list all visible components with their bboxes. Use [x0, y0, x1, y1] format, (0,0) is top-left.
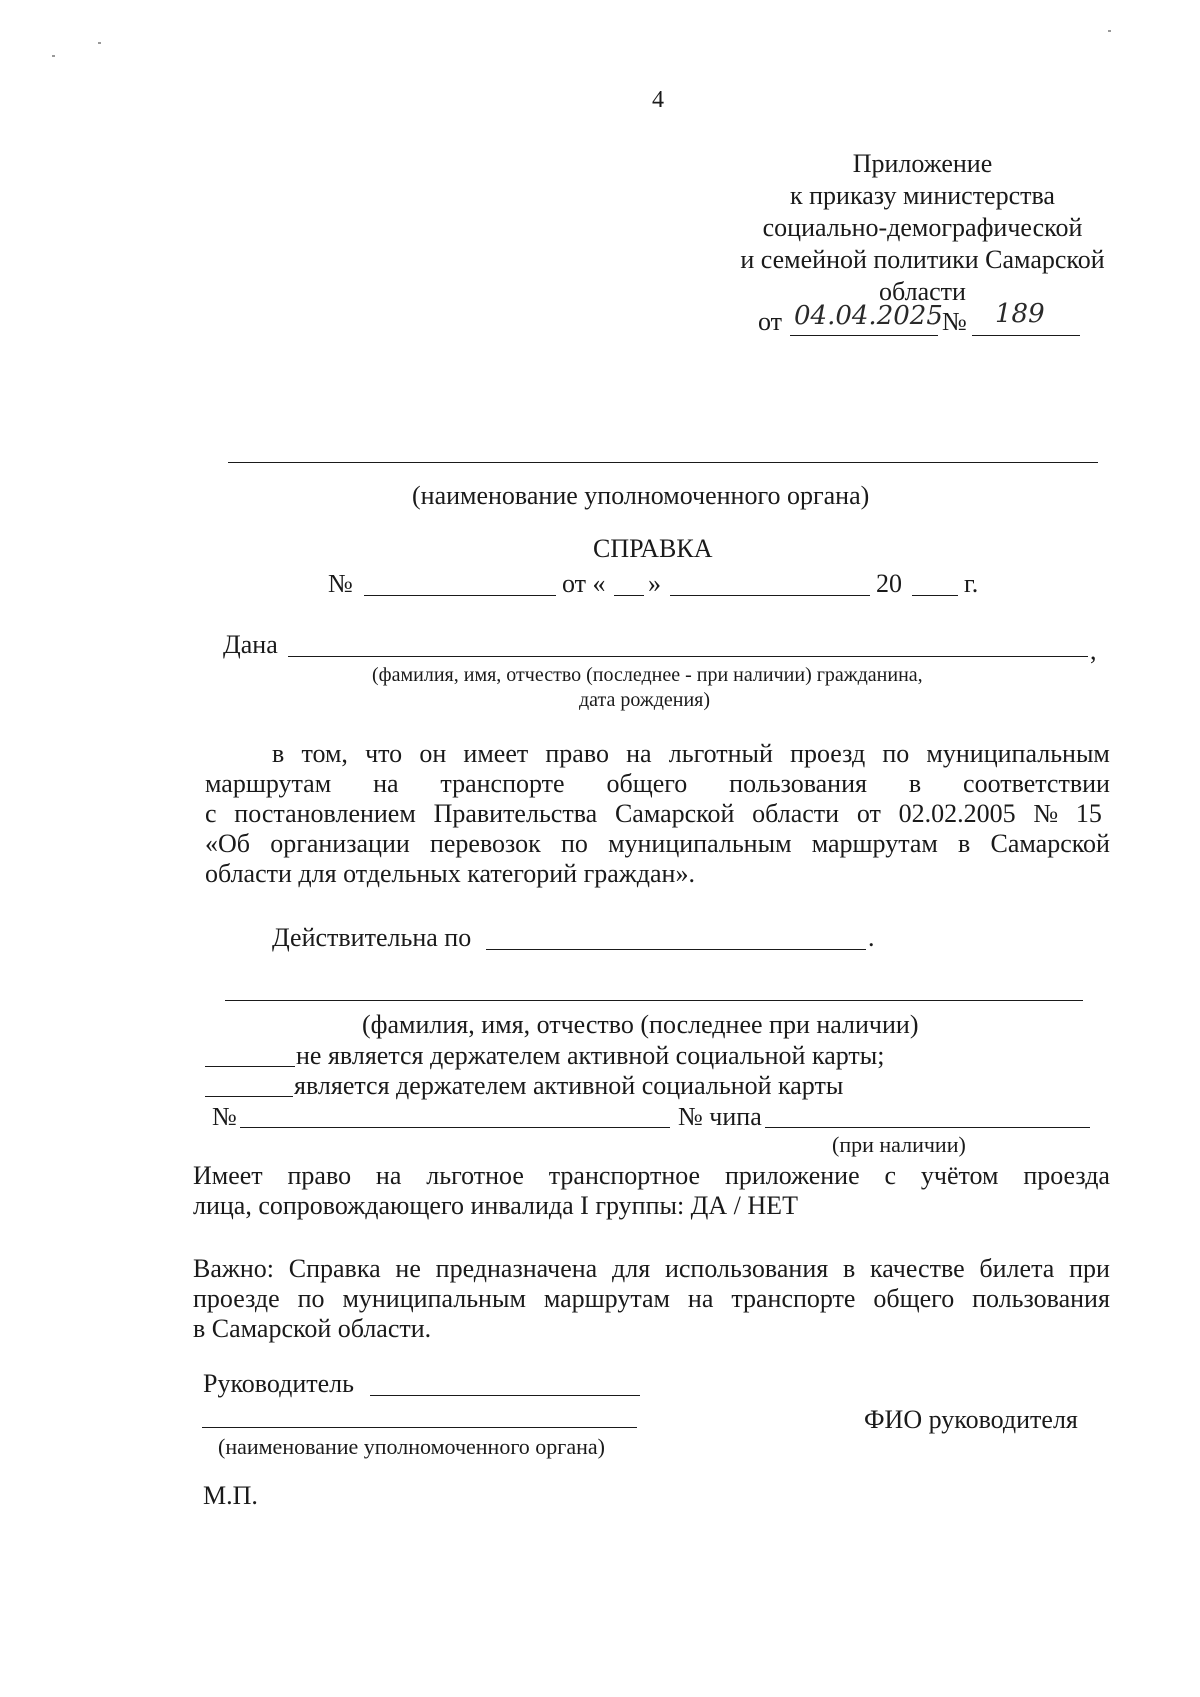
chip-caption: (при наличии) — [832, 1132, 966, 1157]
card-number-label: № — [212, 1102, 237, 1131]
word: транспорте — [731, 1284, 856, 1313]
word: проезде — [193, 1284, 280, 1313]
valid-label: Действительна по — [272, 923, 472, 952]
word: маршрутам — [543, 1284, 670, 1313]
chip-label: № чипа — [678, 1102, 762, 1131]
word: «Об — [205, 829, 251, 858]
given-comma: , — [1090, 636, 1097, 665]
not-holder-blank — [205, 1066, 295, 1067]
certificate-number-line — [364, 595, 556, 596]
word: организации — [270, 829, 410, 858]
appendix-number-label: № — [942, 307, 967, 336]
word: в — [842, 1254, 856, 1283]
appendix-number: 189 — [995, 299, 1045, 329]
valid-line — [486, 949, 866, 950]
appendix-date: 04.04.2025 — [794, 301, 943, 331]
word: на — [375, 1161, 402, 1190]
word: Самарской — [990, 829, 1110, 858]
word: билета — [979, 1254, 1055, 1283]
certificate-year-prefix: 20 — [876, 569, 902, 598]
word: учётом — [920, 1161, 999, 1190]
word: что — [365, 739, 403, 768]
word: транспорте — [440, 769, 565, 798]
entitled-line-1 — [193, 1163, 1110, 1189]
word: качестве — [870, 1254, 965, 1283]
word: муниципальным — [926, 739, 1110, 768]
word: муниципальным — [608, 829, 792, 858]
word: № — [1033, 799, 1059, 828]
entitled-line-2: лица, сопровождающего инвалида I группы: ДА / НЕТ — [193, 1191, 798, 1220]
word: предназначена — [435, 1254, 598, 1283]
body-line-3 — [205, 801, 1102, 827]
word: общего — [606, 769, 688, 798]
word: проезда — [1023, 1161, 1110, 1190]
word: не — [395, 1254, 421, 1283]
certificate-day-line — [614, 595, 644, 596]
appendix-date-line — [790, 335, 938, 336]
word: перевозок — [429, 829, 541, 858]
word: 02.02.2005 — [898, 799, 1016, 828]
word: области — [752, 799, 840, 828]
appendix-number-line — [972, 335, 1080, 336]
word: по — [297, 1284, 325, 1313]
word: по — [560, 829, 588, 858]
appendix-line-4: и семейной политики Самарской — [740, 245, 1105, 274]
certificate-year-suffix: г. — [964, 569, 979, 598]
word: маршрутам — [811, 829, 938, 858]
fio-caption: (фамилия, имя, отчество (последнее при наличии) — [362, 1010, 919, 1039]
word: постановлением — [234, 799, 416, 828]
word: в — [272, 739, 285, 768]
word: общего — [873, 1284, 955, 1313]
appendix-from-label: от — [758, 307, 783, 336]
given-caption-1: (фамилия, имя, отчество (последнее - при наличии) гражданина, — [372, 664, 923, 686]
body-line-2 — [205, 771, 1110, 797]
word: на — [626, 739, 652, 768]
card-number-line — [240, 1127, 670, 1128]
authority-line — [228, 462, 1098, 463]
word: в — [908, 769, 922, 798]
word: приложение — [724, 1161, 860, 1190]
word: от — [856, 799, 881, 828]
scan-speck — [52, 55, 55, 57]
word: соответствии — [963, 769, 1110, 798]
valid-dot: . — [868, 923, 875, 952]
signature-authority-line — [202, 1427, 637, 1428]
body-line-5: области для отдельных категорий граждан». — [205, 859, 695, 888]
important-line-1 — [193, 1256, 1110, 1282]
certificate-date-from: от « — [562, 569, 606, 598]
body-line-1 — [272, 741, 1110, 767]
word: транспортное — [548, 1161, 701, 1190]
word: по — [882, 739, 910, 768]
word: Имеет — [193, 1161, 263, 1190]
word: Самарской — [614, 799, 735, 828]
word: Правительства — [433, 799, 598, 828]
word: для — [612, 1254, 651, 1283]
holder-text: является держателем активной социальной карты — [294, 1071, 844, 1100]
word: при — [1069, 1254, 1110, 1283]
word: с — [205, 799, 217, 828]
not-holder-text: не является держателем активной социальной карты; — [296, 1041, 885, 1070]
authority-caption: (наименование уполномоченного органа) — [412, 481, 870, 510]
scan-speck — [1108, 30, 1111, 32]
word: том, — [301, 739, 348, 768]
certificate-date-close: » — [648, 569, 661, 598]
word: право — [545, 739, 609, 768]
word: пользования — [972, 1284, 1110, 1313]
word: использования — [664, 1254, 829, 1283]
given-line — [288, 656, 1088, 657]
given-caption-2: дата рождения) — [579, 689, 711, 711]
word: с — [884, 1161, 897, 1190]
stamp-place: М.П. — [203, 1481, 258, 1510]
certificate-number-label: № — [328, 569, 353, 598]
word: на — [687, 1284, 714, 1313]
word: проезд — [790, 739, 866, 768]
fio-line — [225, 1000, 1083, 1001]
body-line-4 — [205, 831, 1110, 857]
appendix-line-1: Приложение — [852, 149, 993, 178]
word: маршрутам — [205, 769, 332, 798]
head-signature-line — [370, 1395, 640, 1396]
appendix-line-3: социально-демографической — [762, 213, 1083, 242]
certificate-month-line — [670, 595, 870, 596]
word: льготное — [426, 1161, 524, 1190]
chip-line — [765, 1127, 1090, 1128]
given-label: Дана — [223, 630, 278, 659]
word: льготный — [668, 739, 773, 768]
head-fio: ФИО руководителя — [864, 1405, 1078, 1434]
important-line-2 — [193, 1286, 1110, 1312]
head-label: Руководитель — [203, 1369, 354, 1398]
word: в — [958, 829, 971, 858]
word: Справка — [288, 1254, 381, 1283]
appendix-line-5: области — [879, 277, 966, 306]
word: право — [287, 1161, 352, 1190]
word: 15 — [1075, 799, 1102, 828]
document-title: СПРАВКА — [593, 534, 713, 563]
word: муниципальным — [342, 1284, 526, 1313]
certificate-year-line — [912, 595, 958, 596]
word: имеет — [463, 739, 529, 768]
page-number: 4 — [652, 87, 664, 113]
signature-authority-caption: (наименование уполномоченного органа) — [218, 1434, 605, 1459]
word: на — [373, 769, 399, 798]
word: Важно: — [193, 1254, 274, 1283]
appendix-line-2: к приказу министерства — [790, 181, 1055, 210]
appendix-block — [720, 148, 1125, 308]
holder-blank — [205, 1096, 293, 1097]
word: он — [419, 739, 447, 768]
scan-speck — [98, 42, 101, 44]
important-line-3: в Самарской области. — [193, 1314, 432, 1343]
word: пользования — [729, 769, 867, 798]
